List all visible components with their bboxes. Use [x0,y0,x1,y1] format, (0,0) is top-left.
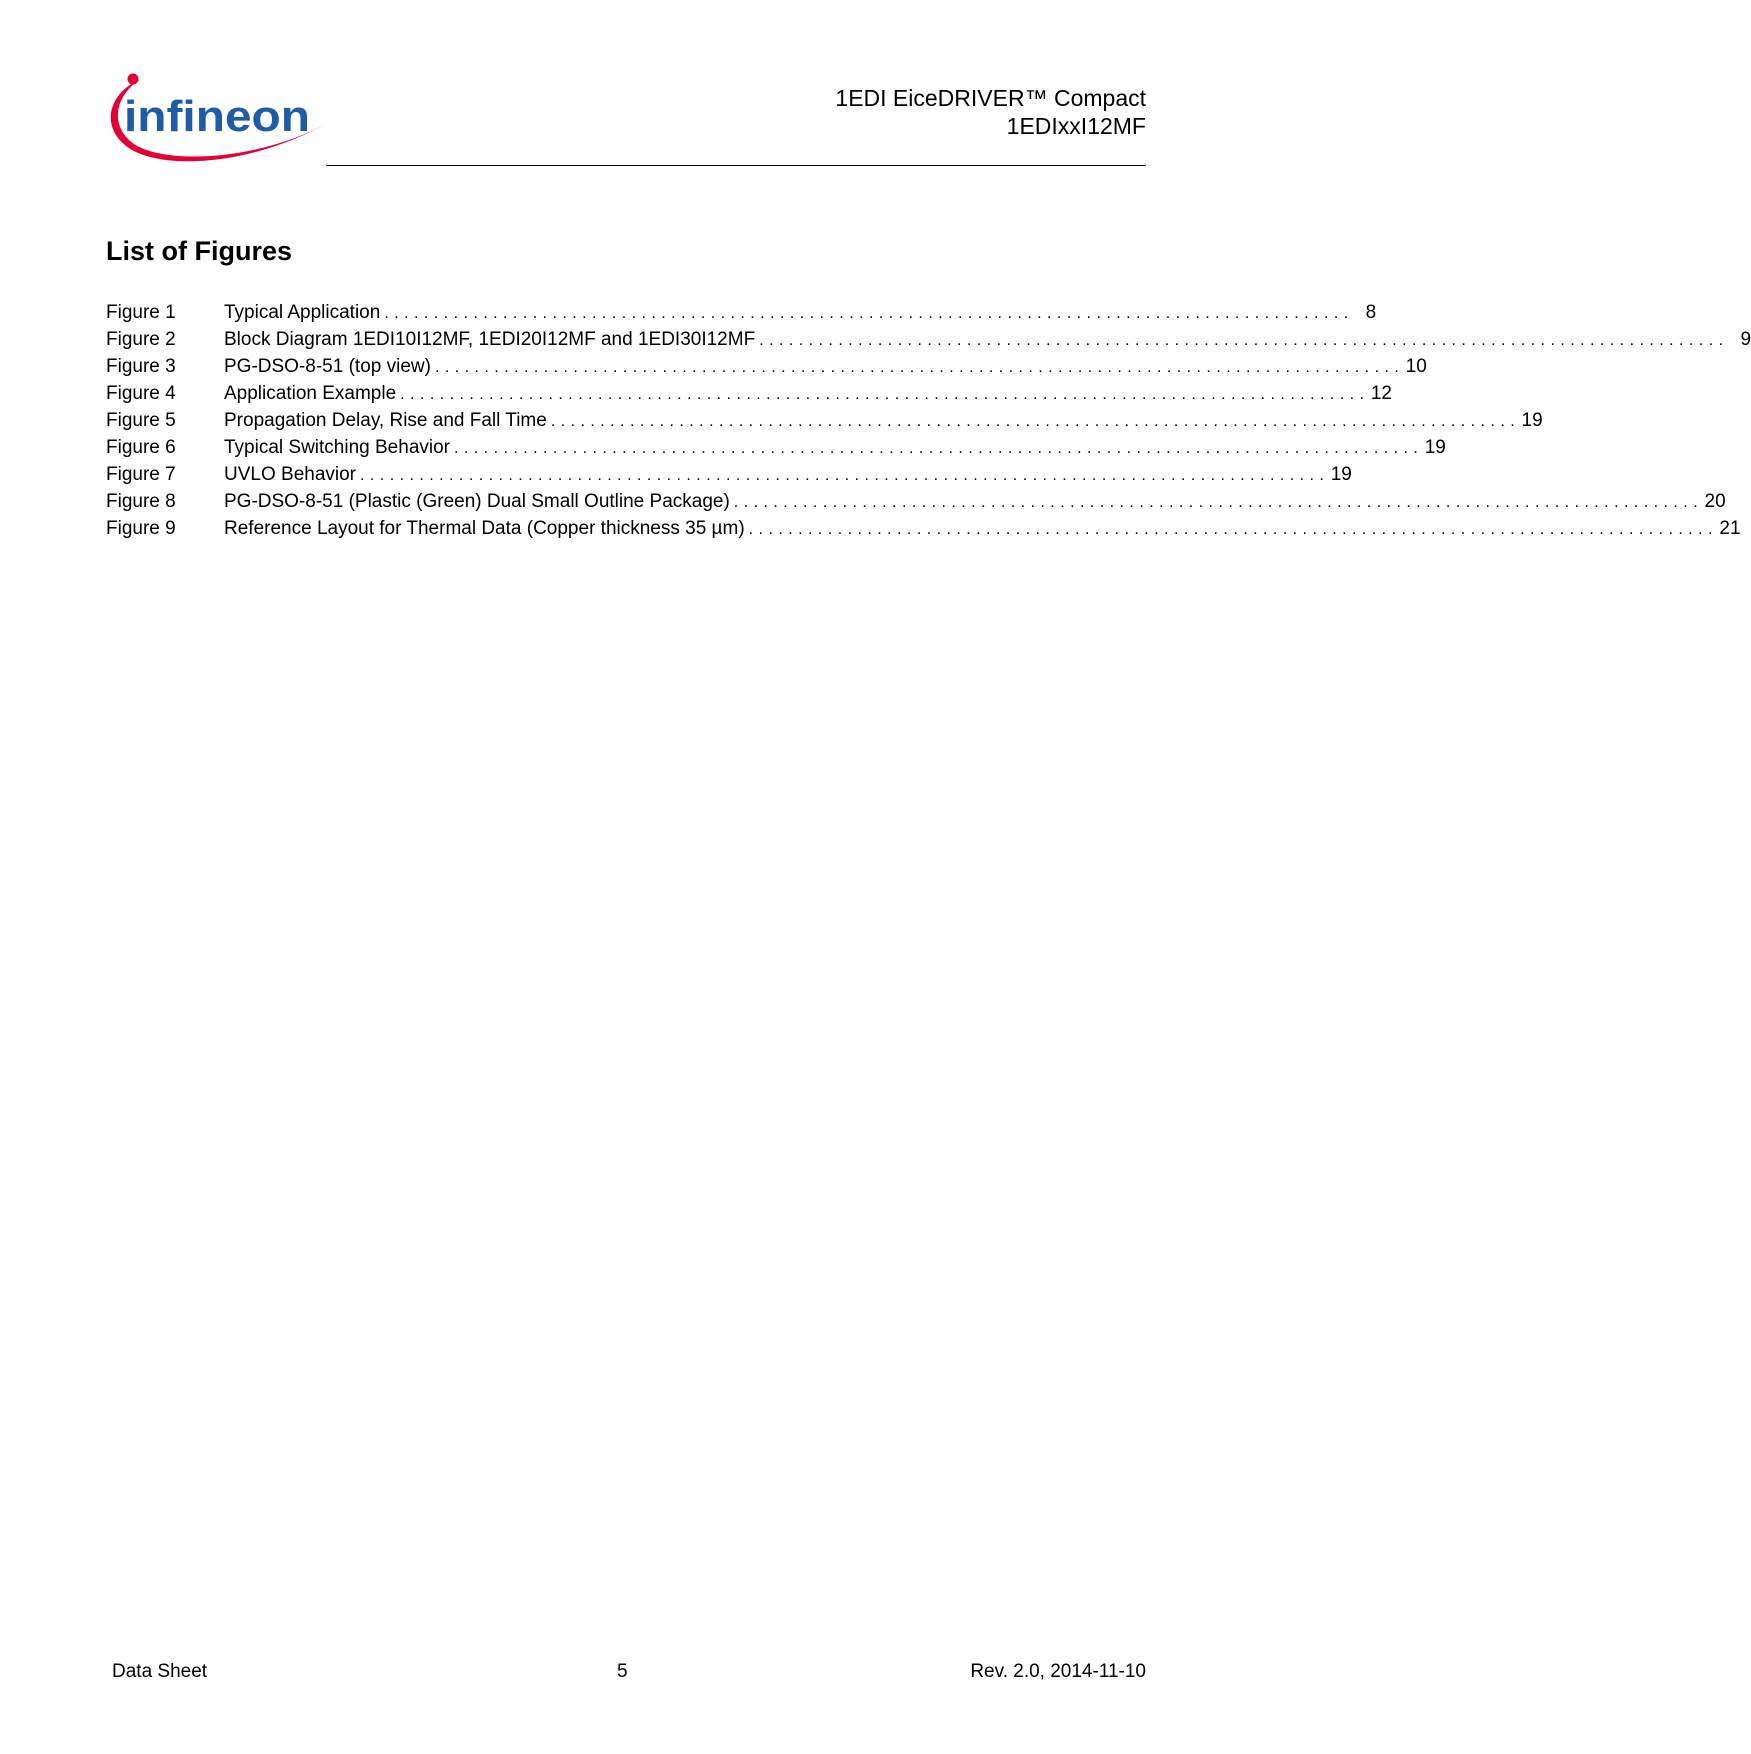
footer-revision: Rev. 2.0, 2014-11-10 [970,1661,1146,1682]
figure-label: Figure 6 [106,437,176,458]
page-title: List of Figures [106,236,293,266]
figure-title[interactable]: PG-DSO-8-51 (Plastic (Green) Dual Small Outline Package) [224,491,730,512]
page-footer [112,1659,1146,1685]
document-header-title [835,84,1146,140]
dot-leader [734,489,1698,516]
footer-page-number: 5 [617,1661,628,1682]
figure-page-number[interactable]: 19 [1424,437,1446,458]
figure-label: Figure 8 [106,491,176,512]
footer-document-type: Data Sheet [112,1661,208,1682]
figure-label: Figure 5 [106,410,176,431]
figure-title[interactable]: Application Example [224,383,397,404]
figure-title[interactable]: UVLO Behavior [224,464,357,485]
dot-leader [759,327,1723,354]
figure-label: Figure 4 [106,383,176,404]
product-part-number: 1EDIxxI12MF [1006,113,1146,139]
figure-title[interactable]: PG-DSO-8-51 (top view) [224,356,431,377]
figure-page-number[interactable]: 12 [1370,383,1392,404]
figure-page-number[interactable]: 20 [1704,491,1726,512]
list-item[interactable] [106,407,1543,434]
figure-title[interactable]: Typical Switching Behavior [224,437,450,458]
dot-leader [360,462,1324,489]
product-family-title: 1EDI EiceDRIVER™ Compact [835,85,1146,111]
list-item[interactable] [106,515,1741,542]
dot-leader [435,354,1399,381]
list-item[interactable] [106,488,1726,515]
list-item[interactable] [106,380,1392,407]
figure-page-number[interactable]: 21 [1719,518,1741,539]
figure-title[interactable]: Propagation Delay, Rise and Fall Time [224,410,547,431]
figure-label: Figure 1 [106,302,176,323]
figure-title[interactable]: Block Diagram 1EDI10I12MF, 1EDI20I12MF and 1EDI30I12MF [224,329,756,350]
list-item[interactable] [106,326,1751,353]
figure-page-number[interactable]: 19 [1330,464,1352,485]
list-item[interactable] [106,434,1446,461]
dot-leader [384,300,1348,327]
figure-title[interactable]: Reference Layout for Thermal Data (Copper thickness 35 µm) [224,518,745,539]
figure-page-number[interactable]: 19 [1521,410,1543,431]
logo-wordmark: infineon [124,92,310,141]
dot-leader [749,516,1713,543]
figure-title[interactable]: Typical Application [224,302,381,323]
logo-dot [128,74,139,85]
figure-page-number[interactable]: 9 [1740,329,1751,350]
dot-leader [551,408,1515,435]
figure-label: Figure 9 [106,518,176,539]
dot-leader [454,435,1418,462]
list-of-figures [106,299,1751,542]
figure-page-number[interactable]: 10 [1405,356,1427,377]
header-divider [326,165,1146,166]
figure-page-number[interactable]: 8 [1365,302,1377,323]
list-item[interactable] [106,299,1377,326]
infineon-logo [104,68,330,172]
figure-label: Figure 3 [106,356,176,377]
dot-leader [400,381,1364,408]
list-item[interactable] [106,461,1352,488]
list-item[interactable] [106,353,1427,380]
figure-label: Figure 7 [106,464,176,485]
figure-label: Figure 2 [106,329,176,350]
